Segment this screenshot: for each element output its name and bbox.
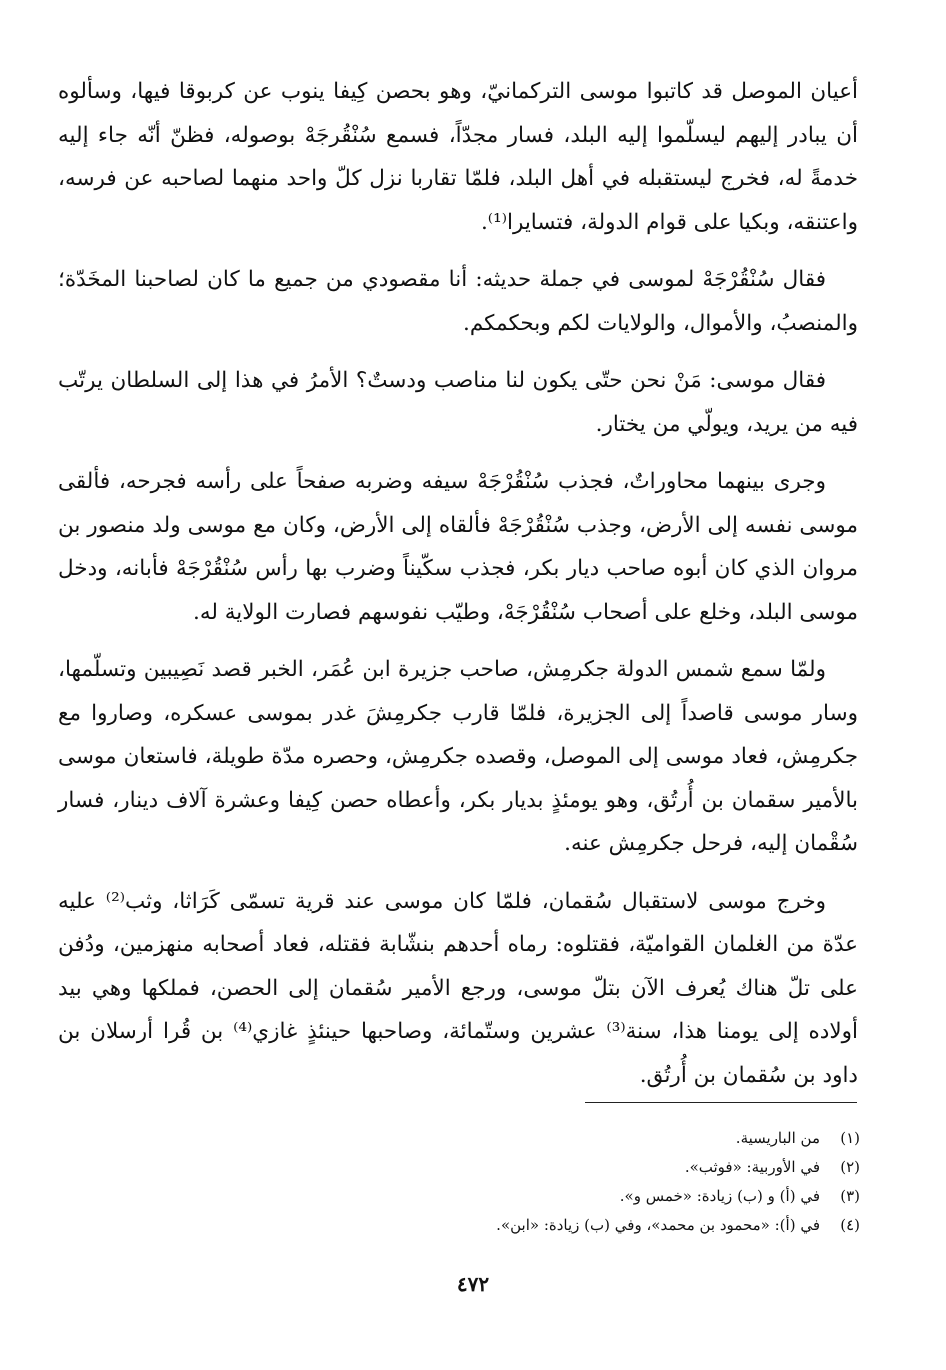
paragraph: وجرى بينهما محاوراتٌ، فجذب سُنْقُرْجَهْ سيفه وضربه صفحاً على رأسه فجرحه، فألقى موسى نفسه إلى الأرض، وجذب سُنْقُرْجَهْ فألقاه إلى الأرض، وكان مع موسى ولد منصور بن مروان الذي كان أبوه صاحب ديار بكر، فجذب سكّيناً وضرب بها رأس سُنْقُرْجَهْ فأبانه، ودخل موسى البلد، وخلع على أصحاب سُنْقُرْجَهْ، وطيّب نفوسهم فصارت الولاية له. [58,469,858,625]
footnote-text: في الأوربية: «فوثب». [684,1158,820,1176]
footnote-divider [585,1102,857,1103]
paragraph: فقال موسى: مَنْ نحن حتّى يكون لنا مناصب ودستٌ؟ الأمرُ في هذا إلى السلطان يرتّب فيه من يريد، ويولّي من يختار. [58,368,858,437]
paragraph: ولمّا سمع شمس الدولة جكرمِش، صاحب جزيرة ابن عُمَر، الخبر قصد نَصِيبين وتسلّمها، وسار موسى قاصداً إلى الجزيرة، فلمّا قارب جكرمِشَ غدر بموسى عسكره، وصاروا مع جكرمِش، فعاد موسى إلى الموصل، وقصده جكرمِش، وحصره مدّة طويلة، فاستعان موسى بالأمير سقمان بن أُرتُق، وهو يومئذٍ بديار بكر، وأعطاه حصن كِيفا وعشرة آلاف دينار، فسار سُقْمان إليه، فرحل جكرمِش عنه. [58,657,858,856]
paragraph: فقال سُنْقُرْجَهْ لموسى في جملة حديثه: أنا مقصودي من جميع ما كان لصاحبنا المخَدّة؛ والمنصبُ، والأموال، والولايات لكم وبحكمكم. [58,267,858,336]
footnote-text: من الباريسية. [735,1129,820,1147]
page-number: ٤٧٢ [456,1272,490,1296]
footnote-number: (٢) [840,1158,860,1176]
footnote [300,1124,860,1153]
footnote-text: في (أ) و (ب) زيادة: «خمس و». [619,1187,820,1205]
paragraph: وخرج موسى لاستقبال سُقمان، فلمّا كان موسى عند قرية تسمّى كَرَاثا، وثب⁽²⁾ عليه عدّة من الغلمان القواميّة، فقتلوه: رماه أحدهم بنشّابة فقتله، فعاد أصحابه منهزمين، ودُفن على تلّ هناك يُعرف الآن بتلّ موسى، ورجع الأمير سُقمان إلى الحصن، فملكها وهي بيد أولاده إلى يومنا هذا، سنة⁽³⁾ عشرين وستّمائة، وصاحبها حينئذٍ غازي⁽⁴⁾ بن قُرا أرسلان بن داود بن سُقمان بن أُرتُق. [58,888,858,1088]
main-text [58,70,858,1111]
footnote [300,1211,860,1240]
footnote-number: (٣) [840,1187,860,1205]
footnote [300,1153,860,1182]
paragraph: أعيان الموصل قد كاتبوا موسى التركمانيّ، وهو بحصن كِيفا ينوب عن كربوقا فيها، وسألوه أن يبادر إليهم ليسلّموا إليه البلد، فسار مجدّاً، فسمع سُنْقُرجَهْ بوصوله، فظنّ أنّه جاء إليه خدمةً له، فخرج ليستقبله في أهل البلد، فلمّا تقاربا نزل كلّ واحد منهما لصاحبه عن فرسه، واعتنقه، وبكيا على قوام الدولة، فتسايرا⁽¹⁾. [58,79,858,235]
footnote-number: (٤) [840,1216,860,1234]
footnote [300,1182,860,1211]
footnote-text: في (أ): «محمود بن محمد»، وفي (ب) زيادة: «ابن». [496,1216,820,1234]
footnote-number: (١) [840,1129,860,1147]
footnotes [300,1124,860,1240]
